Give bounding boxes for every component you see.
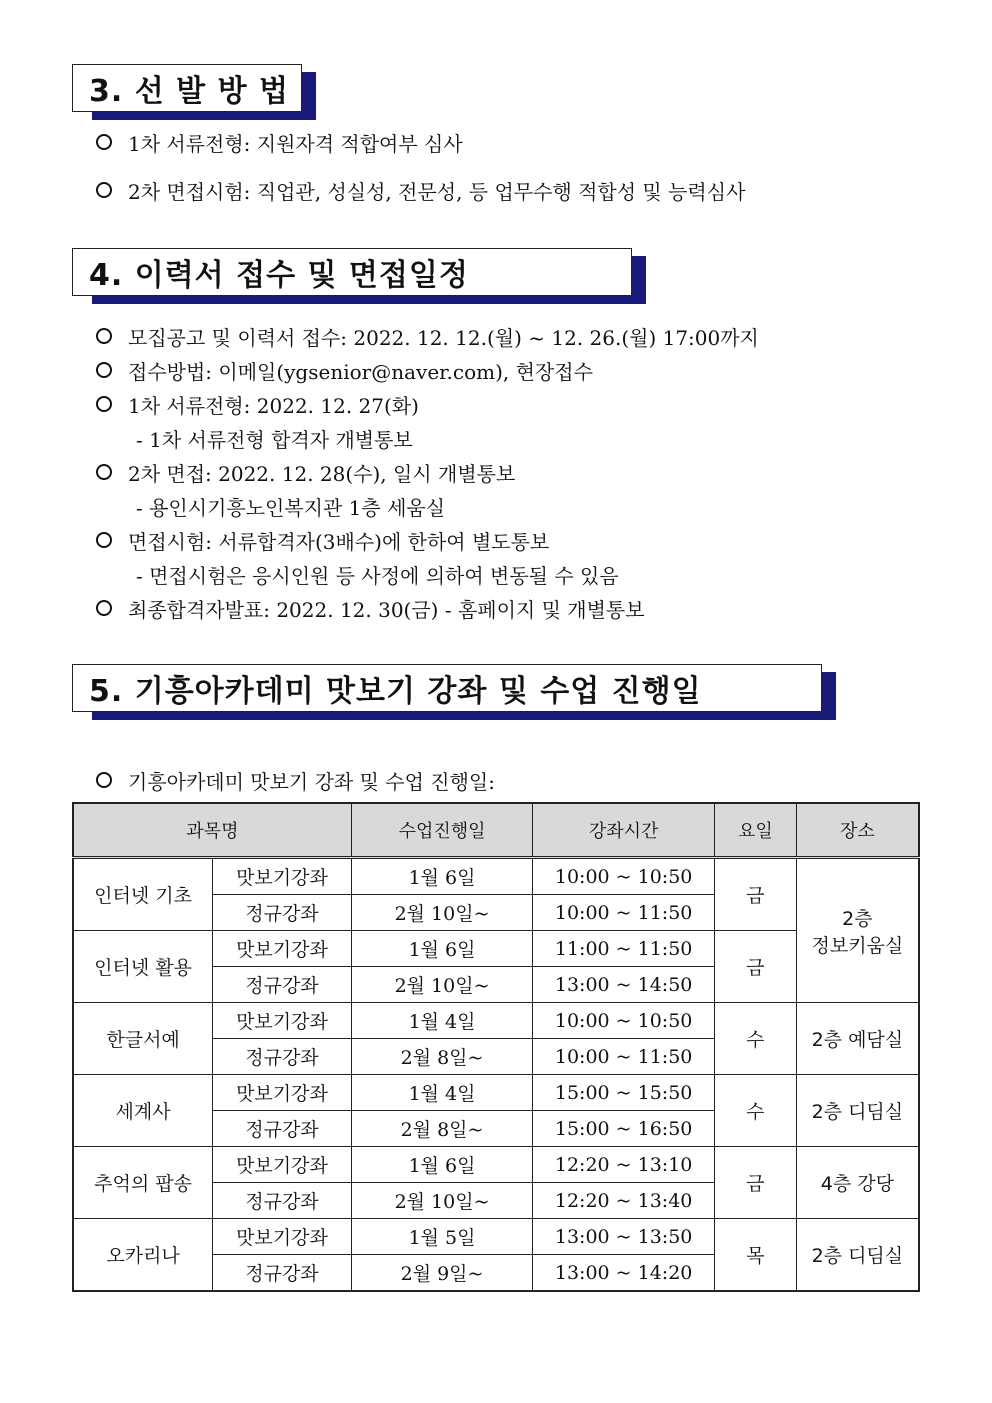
circle-bullet-icon <box>96 600 112 616</box>
course-time: 10:00 ~ 10:50 <box>533 858 715 895</box>
course-date: 1월 6일 <box>351 1147 533 1183</box>
header-time: 강좌시간 <box>533 803 715 858</box>
course-name: 인터넷 기초 <box>73 858 213 931</box>
section-5-title: 5. 기흥아카데미 맛보기 강좌 및 수업 진행일 <box>72 664 822 712</box>
course-place: 4층 강당 <box>796 1147 919 1219</box>
section-5-header <box>72 664 822 712</box>
list-item: 면접시험: 서류합격자(3배수)에 한하여 별도통보 <box>96 526 549 555</box>
course-name: 한글서예 <box>73 1003 213 1075</box>
course-weekday: 수 <box>714 1003 796 1075</box>
circle-bullet-icon <box>96 396 112 412</box>
course-type: 정규강좌 <box>213 967 352 1003</box>
course-type: 정규강좌 <box>213 1255 352 1292</box>
course-date: 1월 4일 <box>351 1003 533 1039</box>
section-3-header <box>72 64 302 112</box>
course-type: 정규강좌 <box>213 1183 352 1219</box>
list-subitem: - 1차 서류전형 합격자 개별통보 <box>136 428 413 452</box>
list-subitem: - 용인시기흥노인복지관 1층 세움실 <box>136 496 446 520</box>
list-item: 1차 서류전형: 2022. 12. 27(화) <box>96 390 419 419</box>
course-type: 맛보기강좌 <box>213 1147 352 1183</box>
course-time: 11:00 ~ 11:50 <box>533 931 715 967</box>
header-place: 장소 <box>796 803 919 858</box>
course-date: 2월 8일~ <box>351 1039 533 1075</box>
header-subject: 과목명 <box>73 803 351 858</box>
course-date: 2월 10일~ <box>351 967 533 1003</box>
table-row <box>73 858 919 895</box>
course-weekday: 금 <box>714 931 796 1003</box>
course-name: 세계사 <box>73 1075 213 1147</box>
course-time: 10:00 ~ 10:50 <box>533 1003 715 1039</box>
course-date: 1월 4일 <box>351 1075 533 1111</box>
course-time: 12:20 ~ 13:40 <box>533 1183 715 1219</box>
circle-bullet-icon <box>96 134 112 150</box>
section-4-title: 4. 이력서 접수 및 면접일정 <box>72 248 632 296</box>
course-time: 15:00 ~ 15:50 <box>533 1075 715 1111</box>
circle-bullet-icon <box>96 464 112 480</box>
course-name: 인터넷 활용 <box>73 931 213 1003</box>
course-date: 2월 10일~ <box>351 895 533 931</box>
circle-bullet-icon <box>96 532 112 548</box>
course-place: 2층 정보키움실 <box>796 858 919 1003</box>
course-time: 13:00 ~ 14:20 <box>533 1255 715 1292</box>
list-item: 최종합격자발표: 2022. 12. 30(금) - 홈페이지 및 개별통보 <box>96 594 645 623</box>
course-weekday: 금 <box>714 1147 796 1219</box>
section-4-header <box>72 248 632 296</box>
course-weekday: 목 <box>714 1219 796 1292</box>
course-time: 12:20 ~ 13:10 <box>533 1147 715 1183</box>
course-type: 맛보기강좌 <box>213 858 352 895</box>
section-3-title: 3. 선 발 방 법 <box>72 64 302 112</box>
circle-bullet-icon <box>96 328 112 344</box>
course-type: 맛보기강좌 <box>213 931 352 967</box>
circle-bullet-icon <box>96 182 112 198</box>
header-date: 수업진행일 <box>351 803 533 858</box>
list-item: 접수방법: 이메일(ygsenior@naver.com), 현장접수 <box>96 356 593 385</box>
list-item: 2차 면접: 2022. 12. 28(수), 일시 개별통보 <box>96 458 515 487</box>
course-place: 2층 디딤실 <box>796 1075 919 1147</box>
list-subitem: - 면접시험은 응시인원 등 사정에 의하여 변동될 수 있음 <box>136 564 619 588</box>
course-time: 10:00 ~ 11:50 <box>533 1039 715 1075</box>
schedule-table <box>72 802 920 1292</box>
course-place: 2층 예담실 <box>796 1003 919 1075</box>
list-item: 2차 면접시험: 직업관, 성실성, 전문성, 등 업무수행 적합성 및 능력심사 <box>96 176 745 205</box>
header-weekday: 요일 <box>714 803 796 858</box>
table-row <box>73 1147 919 1183</box>
course-date: 1월 6일 <box>351 858 533 895</box>
course-date: 2월 8일~ <box>351 1111 533 1147</box>
list-item: 모집공고 및 이력서 접수: 2022. 12. 12.(월) ~ 12. 26.(월) 17:00까지 <box>96 322 759 351</box>
course-type: 정규강좌 <box>213 895 352 931</box>
list-item: 기흥아카데미 맛보기 강좌 및 수업 진행일: <box>96 766 495 795</box>
course-type: 맛보기강좌 <box>213 1219 352 1255</box>
course-date: 1월 6일 <box>351 931 533 967</box>
circle-bullet-icon <box>96 362 112 378</box>
course-date: 1월 5일 <box>351 1219 533 1255</box>
course-place: 2층 디딤실 <box>796 1219 919 1292</box>
course-date: 2월 9일~ <box>351 1255 533 1292</box>
course-time: 10:00 ~ 11:50 <box>533 895 715 931</box>
table-row <box>73 1219 919 1255</box>
table-header-row <box>73 803 919 858</box>
course-date: 2월 10일~ <box>351 1183 533 1219</box>
course-name: 추억의 팝송 <box>73 1147 213 1219</box>
course-time: 13:00 ~ 14:50 <box>533 967 715 1003</box>
course-type: 정규강좌 <box>213 1039 352 1075</box>
course-type: 정규강좌 <box>213 1111 352 1147</box>
course-type: 맛보기강좌 <box>213 1075 352 1111</box>
course-time: 13:00 ~ 13:50 <box>533 1219 715 1255</box>
course-type: 맛보기강좌 <box>213 1003 352 1039</box>
table-row <box>73 1003 919 1039</box>
course-time: 15:00 ~ 16:50 <box>533 1111 715 1147</box>
list-item: 1차 서류전형: 지원자격 적합여부 심사 <box>96 128 463 157</box>
course-weekday: 금 <box>714 858 796 931</box>
table-row <box>73 1075 919 1111</box>
circle-bullet-icon <box>96 772 112 788</box>
table-row <box>73 931 919 967</box>
course-weekday: 수 <box>714 1075 796 1147</box>
course-name: 오카리나 <box>73 1219 213 1292</box>
